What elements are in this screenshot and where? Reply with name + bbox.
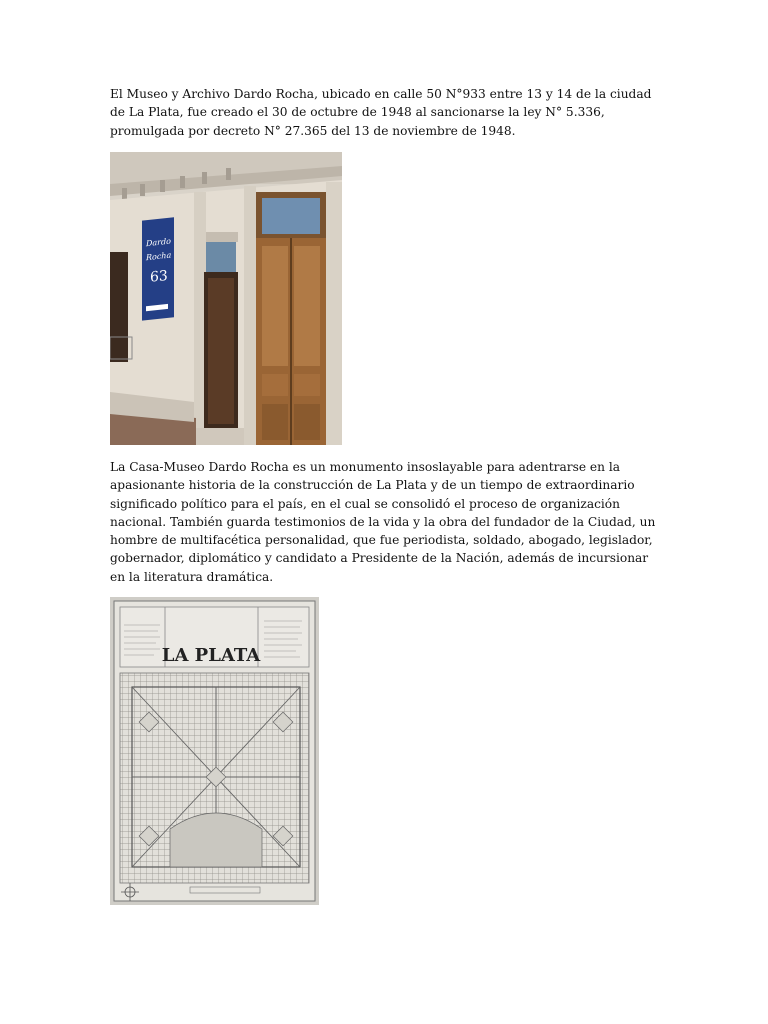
map-title: LA PLATA [161, 645, 261, 666]
banner-line-1: Dardo [146, 236, 171, 249]
banner-line-3: 63 [150, 267, 168, 286]
la-plata-map-photo [110, 597, 319, 905]
banner-line-2: Rocha [146, 250, 172, 263]
history-paragraph: La Casa-Museo Dardo Rocha es un monumento insoslayable para adentrarse en la apasionante historia de la construcción de La Plata y de un tiempo de extraordinario significado político para el país, en el cual se consolidó el proceso de organización nacional. También guarda testimonios de la vida y la obra del fundador de la Ciudad, un hombre de multifacética personalidad, que fue periodista, soldado, abogado, legislador, gobernador, diplomático y candidato a Presidente de la Nación, además de incursionar en la literatura dramática. [110, 460, 656, 584]
intro-paragraph: El Museo y Archivo Dardo Rocha, ubicado en calle 50 N°933 entre 13 y 14 de la ciudad de La Plata, fue creado el 30 de octubre de 1948 al sancionarse la ley N° 5.336, promulgada por decreto N° 27.365 del 13 de noviembre de 1948. [110, 87, 652, 138]
museum-facade-photo [110, 152, 342, 445]
